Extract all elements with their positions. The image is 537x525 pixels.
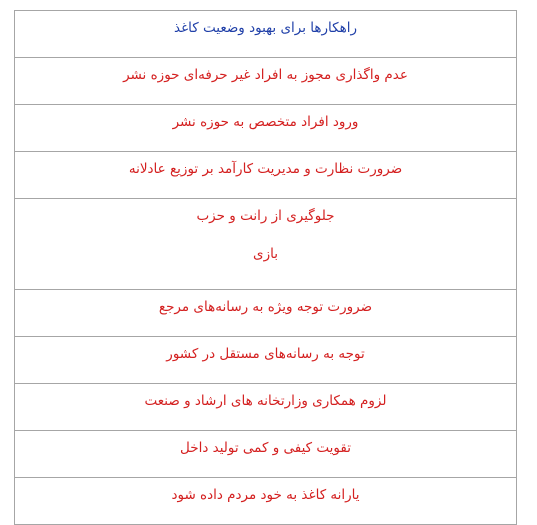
table-row [15, 478, 517, 525]
item-text: ضرورت توجه ویژه به رسانه‌های مرجع [158, 299, 373, 315]
item-text: تقویت کیفی و کمی تولید داخل [180, 440, 351, 456]
table-row [15, 199, 517, 290]
item-text-line-1: جلوگیری از رانت و حزب [196, 208, 335, 224]
table-row [15, 152, 517, 199]
item-text-line-2: بازی [253, 246, 278, 262]
table-row [15, 431, 517, 478]
table-row [15, 58, 517, 105]
item-text: ضرورت نظارت و مدیریت کارآمد بر توزیع عادلانه [128, 161, 403, 177]
item-text: ورود افراد متخصص به حوزه نشر [172, 114, 359, 130]
table-row [15, 384, 517, 431]
table-cell [15, 152, 517, 199]
table-cell [15, 384, 517, 431]
item-text-multiline [15, 199, 516, 289]
table-cell [15, 478, 517, 525]
item-text: یارانه کاغذ به خود مردم داده شود [171, 487, 360, 503]
solutions-table [14, 10, 517, 525]
table-cell [15, 58, 517, 105]
item-text: لزوم همکاری وزارتخانه های ارشاد و صنعت [144, 393, 387, 409]
table-cell [15, 199, 517, 290]
item-text: عدم واگذاری مجوز به افراد غیر حرفه‌ای حوزه نشر [123, 67, 408, 83]
table-row [15, 105, 517, 152]
table-cell [15, 431, 517, 478]
table-cell [15, 290, 517, 337]
table-cell [15, 105, 517, 152]
header-text: راهکارها برای بهبود وضعیت کاغذ [174, 20, 357, 36]
table-cell [15, 337, 517, 384]
table-row [15, 337, 517, 384]
item-text: توجه به رسانه‌های مستقل در کشور [166, 346, 365, 362]
table-row [15, 11, 517, 58]
table-row [15, 290, 517, 337]
table-header-cell [15, 11, 517, 58]
